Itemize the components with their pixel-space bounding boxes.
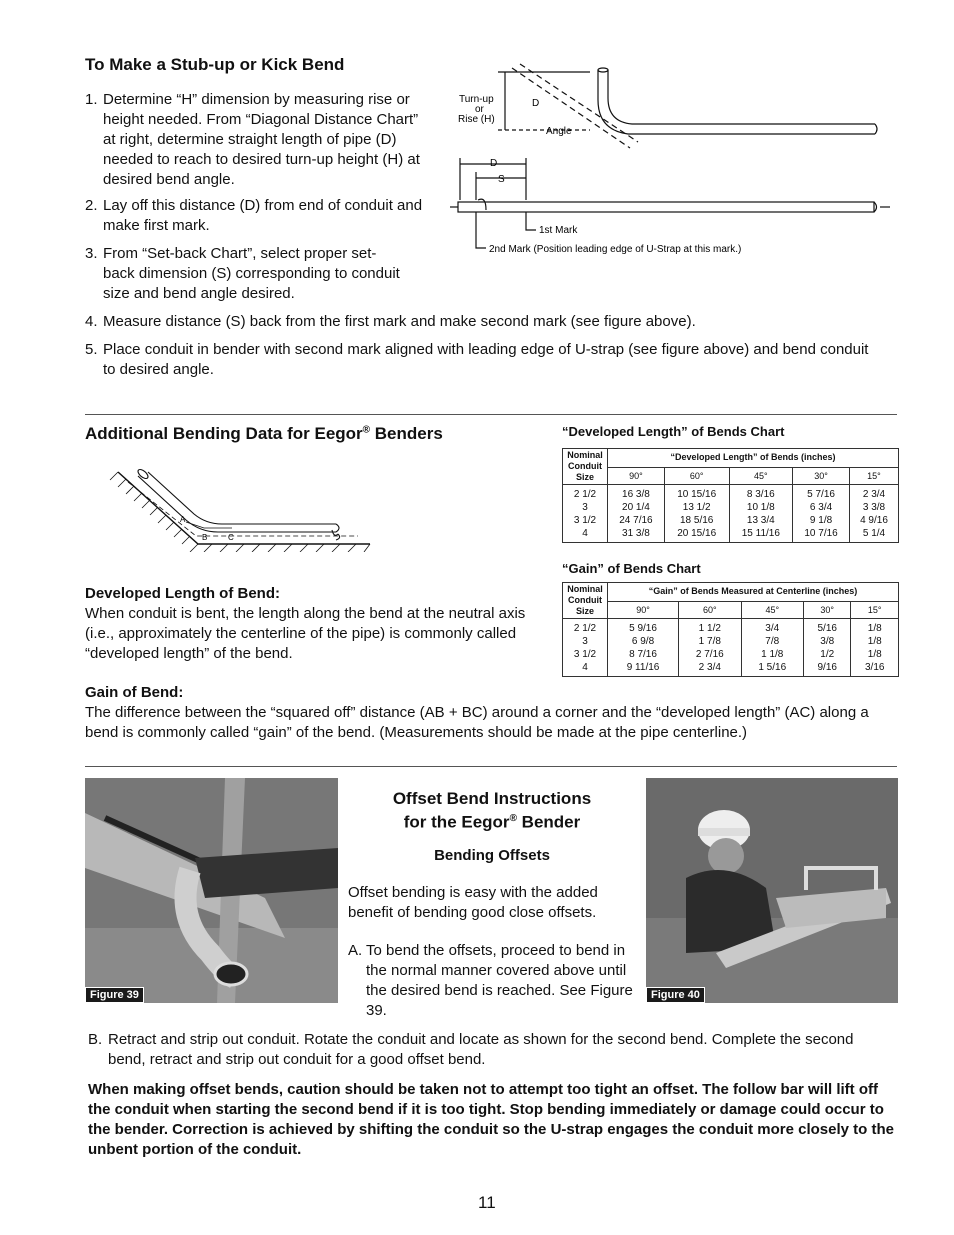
gain-chart-angle-30: 30° (803, 601, 850, 618)
gain-chart-angle-15: 15° (851, 601, 899, 618)
figure-40-label: Figure 40 (646, 987, 705, 1003)
dev-chart-col-90: 16 3/8 20 1/4 24 7/16 31 3/8 (608, 485, 665, 543)
gain-chart-sizes: 2 1/2 3 3 1/2 4 (563, 619, 608, 677)
dev-chart-title: “Developed Length” of Bends Chart (562, 424, 785, 439)
developed-length-heading: Developed Length of Bend: (85, 585, 280, 602)
gain-chart-angle-90: 90° (608, 601, 679, 618)
dev-chart-angle-30: 30° (793, 467, 850, 484)
gain-heading: Gain of Bend: (85, 684, 184, 701)
dev-chart-group-header: “Developed Length” of Bends (inches) (608, 449, 899, 468)
figure-40-photo (646, 778, 898, 1003)
turnup-label: Turn-up (459, 94, 494, 105)
gain-chart-angle-45: 45° (741, 601, 803, 618)
dev-chart-table (562, 448, 899, 543)
gain-chart-col0-header: Nominal Conduit Size (563, 583, 608, 619)
stub-step-2: 2. Lay off this distance (D) from end of conduit and make first mark. (85, 197, 423, 234)
dev-chart-angle-90: 90° (608, 467, 665, 484)
dev-chart-angle-45: 45° (729, 467, 793, 484)
dev-chart-col-15: 2 3/4 3 3/8 4 9/16 5 1/4 (849, 485, 898, 543)
gain-chart-col-30: 5/16 3/8 1/2 9/16 (803, 619, 850, 677)
stub-step-1: 1. Determine “H” dimension by measuring rise or height needed. From “Diagonal Distance Chart” at right, determine straight length of pipe (D) needed to reach to desired turn-up height (H) at desired bend angle. (85, 91, 420, 188)
dev-chart-col0-header: Nominal Conduit Size (563, 449, 608, 485)
gain-chart-col-45: 3/4 7/8 1 1/8 1 5/16 (741, 619, 803, 677)
worker-photo-illustration (646, 778, 898, 1003)
stub-step-3: 3. From “Set-back Chart”, select proper set-back dimension (S) corresponding to conduit size and bend angle desired. (85, 245, 400, 302)
stub-section-title: To Make a Stub-up or Kick Bend (85, 55, 345, 74)
divider-1 (85, 414, 897, 415)
dev-chart-col-30: 5 7/16 6 3/4 9 1/8 10 7/16 (793, 485, 850, 543)
bender-photo-illustration (85, 778, 338, 1003)
figure-39-photo (85, 778, 338, 1003)
point-a-label: A (180, 515, 186, 524)
first-mark-label: 1st Mark (539, 225, 578, 236)
divider-2 (85, 766, 897, 767)
offset-caution: When making offset bends, caution should be taken not to attempt too tight an offset. The follow bar will lift off the conduit when starting the second bend if it is too tight. Stop bending immediately or damage could occur to the bender. Correction is achieved by shifting the conduit so the U-strap engages the conduit more closely to the unbent portion of the conduit. (88, 1081, 894, 1158)
gain-text: The difference between the “squared off” distance (AB + BC) around a corner and the “developed length” (AC) along a bend is commonly called “gain” of the bend. (Measurements should be made at the pipe centerline.) (85, 704, 869, 741)
second-mark-label: 2nd Mark (Position leading edge of U-Strap at this mark.) (489, 244, 742, 255)
offset-subtitle: Bending Offsets (434, 847, 550, 864)
gain-chart-col-60: 1 1/2 1 7/8 2 7/16 2 3/4 (679, 619, 741, 677)
gain-chart-title: “Gain” of Bends Chart (562, 561, 701, 576)
offset-step-a: A. To bend the offsets, proceed to bend in the normal manner covered above until the desired bend is reached. See Figure 39. (348, 942, 633, 1019)
gain-chart-table (562, 582, 899, 677)
dev-chart-sizes: 2 1/2 3 3 1/2 4 (563, 485, 608, 543)
offset-step-b: B. Retract and strip out conduit. Rotate the conduit and locate as shown for the second bend. Complete the second bend, retract and strip out conduit for a good offset bend. (88, 1031, 854, 1068)
gain-chart-angle-60: 60° (679, 601, 741, 618)
gain-chart-group-header: “Gain” of Bends Measured at Centerline (inches) (608, 583, 899, 602)
point-b-label: B (202, 533, 208, 542)
gain-chart-col-15: 1/8 1/8 1/8 3/16 (851, 619, 899, 677)
dev-chart-col-60: 10 15/16 13 1/2 18 5/16 20 15/16 (664, 485, 729, 543)
offset-intro: Offset bending is easy with the added benefit of bending good close offsets. (348, 884, 598, 921)
turnup-or-label: or (475, 104, 484, 115)
page-number: 11 (478, 1193, 496, 1212)
rise-label: Rise (H) (458, 114, 495, 125)
stub-step-4: 4. Measure distance (S) back from the first mark and make second mark (see figure above). (85, 313, 696, 330)
additional-section-title: Additional Bending Data for Eegor® Benders (85, 424, 443, 443)
developed-length-text: When conduit is bent, the length along the bend at the neutral axis (i.e., approximately the centerline of the pipe) is commonly called “developed length” of the bend. (85, 605, 526, 662)
gain-bend-diagram (108, 462, 378, 552)
point-c-label: C (228, 533, 234, 542)
stub-step-5: 5. Place conduit in bender with second mark aligned with leading edge of U-strap (see figure above) and bend conduit to desired angle. (85, 341, 869, 378)
offset-section-title: Offset Bend Instructions for the Eegor® Bender (392, 789, 592, 832)
stub-bend-diagram (450, 60, 890, 260)
d-label-diagonal: D (532, 98, 540, 109)
s-label: S (498, 174, 505, 185)
gain-chart-col-90: 5 9/16 6 9/8 8 7/16 9 11/16 (608, 619, 679, 677)
angle-label: Angle (546, 126, 572, 137)
d-label: D (490, 158, 498, 169)
figure-39-label: Figure 39 (85, 987, 144, 1003)
dev-chart-col-45: 8 3/16 10 1/8 13 3/4 15 11/16 (729, 485, 793, 543)
dev-chart-angle-15: 15° (849, 467, 898, 484)
dev-chart-angle-60: 60° (664, 467, 729, 484)
